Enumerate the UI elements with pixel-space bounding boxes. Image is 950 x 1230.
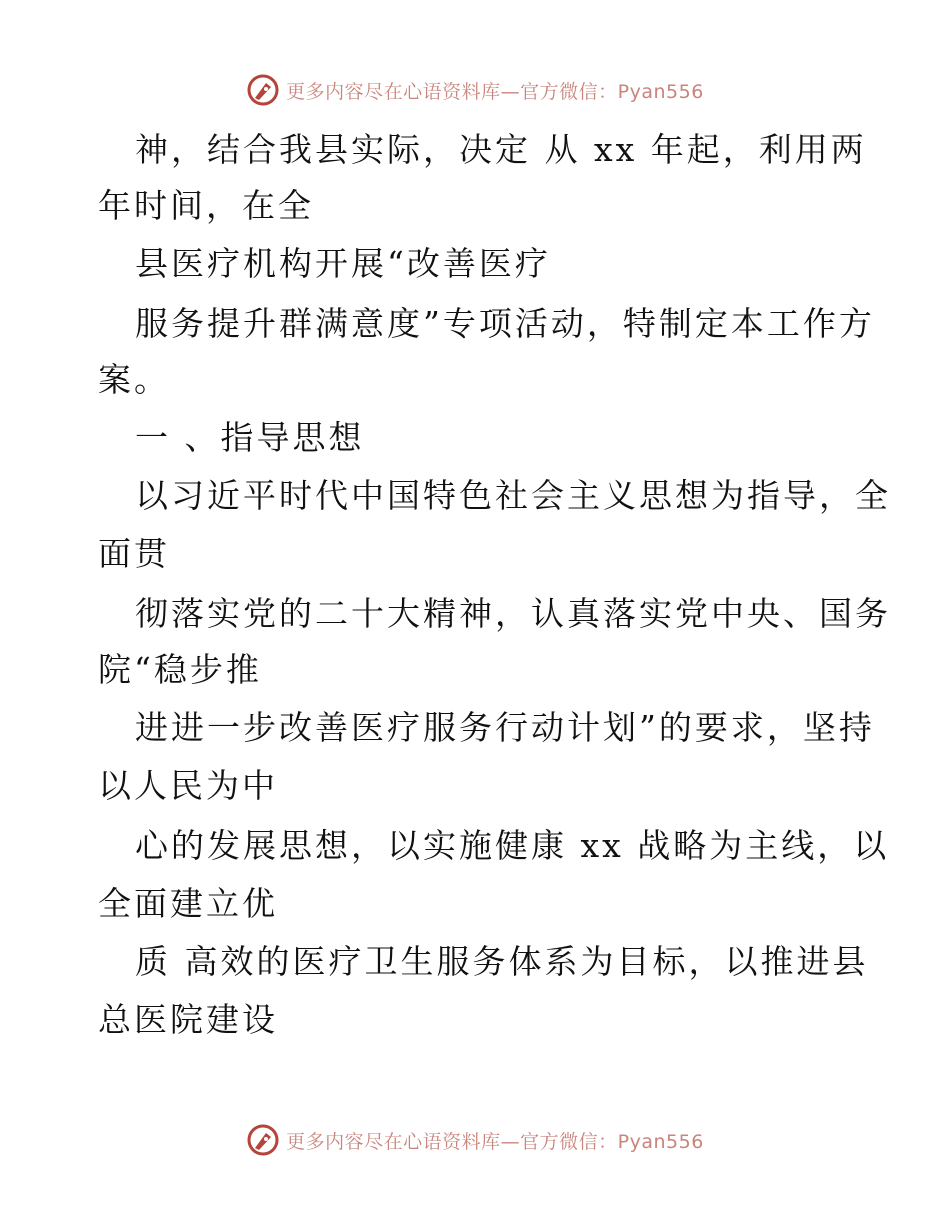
header-watermark: [0, 70, 950, 110]
pen-nib-logo-icon: [246, 1123, 280, 1157]
section-heading: 一 、指导思想: [135, 418, 365, 457]
text-line: 以人民为中: [98, 766, 278, 805]
watermark-text: 更多内容尽在心语资料库—官方微信：Pyan556: [286, 1130, 704, 1153]
text-line: 进进一步改善医疗服务行动计划”的要求，坚持: [135, 708, 875, 747]
text-line: 彻落实党的二十大精神，认真落实党中央、国务: [135, 594, 891, 633]
text-line: 案。: [98, 360, 170, 399]
pen-nib-logo-icon: [246, 73, 280, 107]
text-line: 心的发展思想，以实施健康 xx 战略为主线，以: [135, 826, 890, 865]
footer-watermark: [0, 1120, 950, 1160]
text-line: 县医疗机构开展“改善医疗: [135, 244, 551, 283]
text-line: 院“稳步推: [98, 650, 262, 689]
text-line: 服务提升群满意度”专项活动，特制定本工作方: [135, 304, 875, 343]
watermark-text: 更多内容尽在心语资料库—官方微信：Pyan556: [286, 80, 704, 103]
text-line: 质 高效的医疗卫生服务体系为目标，以推进县: [135, 942, 869, 981]
text-line: 总医院建设: [98, 1000, 278, 1039]
text-line: 年时间，在全: [98, 186, 314, 225]
text-line: 神，结合我县实际，决定 从 xx 年起，利用两: [135, 130, 867, 169]
text-line: 以习近平时代中国特色社会主义思想为指导，全: [135, 476, 891, 515]
text-line: 全面建立优: [98, 884, 278, 923]
text-line: 面贯: [98, 534, 170, 573]
